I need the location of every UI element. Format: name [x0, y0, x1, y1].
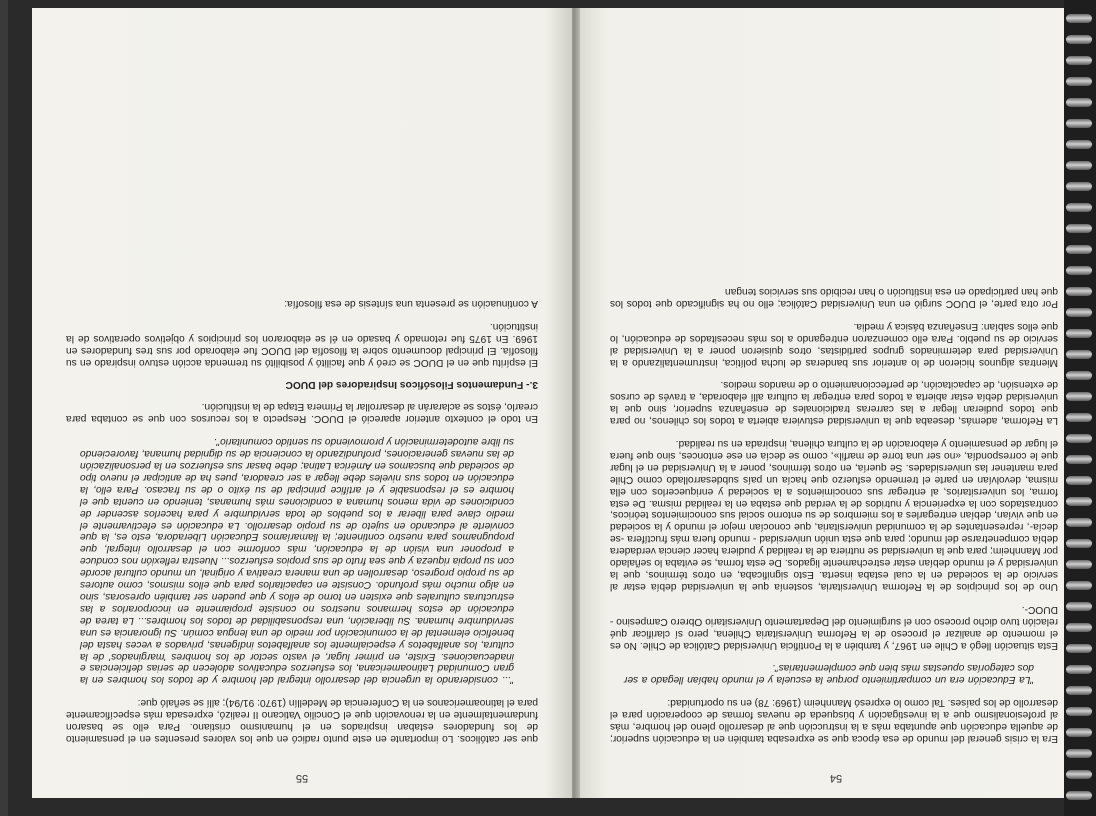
- binding-ring: [1066, 686, 1092, 695]
- paragraph: Uno de los principios de la Reforma Universitaria, sostenía que la universidad debía estar al servicio de la sociedad en la cual estaba inserta. Esto significaba, en otros términos, que la universidad y el mundo debían estar estrechamente ligados. De esta forma, se evitaba lo señalado por Mannheim; para que la universidad se nutriera de la realidad y pudiera hacer ciencia verdadera debía compenetrarse del mundo; para que esta unión universidad - mundo fuera más fructífera -se decía-, representantes de la comunidad universitaria, que conocían mejor el mundo y la sociedad en que vivían, debían entregarles a los miembros de su entorno social sus conocimientos teóricos, contrastados con la experiencia y nutridos de la verdad que estaba en la realidad misma. De esta forma, los universitarios, al entregar sus conocimientos a la sociedad y enriquecerlos con ella misma, devolvían en parte el tremendo esfuerzo que hacía un país subdesarrollado como Chile para mantener las universidades. Se quería, en otros términos, poner a la Universidad en el lugar que le correspondía, «no ser una torre de marfil», como se decía en ese entonces, sino que fuera el lugar de pensamiento y elaboración de la cultura chilena, inspirada en su realidad.: [610, 438, 1058, 592]
- binding-ring: [1066, 14, 1092, 23]
- binding-ring: [1066, 665, 1092, 674]
- binding-ring: [1066, 329, 1092, 338]
- binding-ring: [1066, 770, 1092, 779]
- binding-ring: [1066, 644, 1092, 653]
- binding-ring: [1066, 728, 1092, 737]
- block-quote: "La Educación era un compartimiento porque la escuela y el mundo habían llegado a ser dos categorías opuestas más bien que complementarias".: [624, 662, 1034, 686]
- page-number: 55: [295, 772, 309, 784]
- spiral-binding: [1064, 0, 1096, 816]
- binding-ring: [1066, 539, 1092, 548]
- binding-ring: [1066, 455, 1092, 464]
- page-number: 54: [829, 772, 843, 784]
- binding-ring: [1066, 245, 1092, 254]
- binding-ring: [1066, 224, 1092, 233]
- binding-ring: [1066, 140, 1092, 149]
- binding-ring: [1066, 287, 1092, 296]
- paragraph: Esta situación llegó a Chile en 1967, y también a la Pontificia Universidad Católica de Chile. No es el momento de analizar el proceso de la Reforma Universitaria Chilena, pero sí clarificar qué relación tuvo dicho proceso con el surgimiento del Departamento Universitario Obrero Campesino -DUOC-.: [610, 603, 1058, 651]
- page-body: [610, 274, 1058, 744]
- page-54: [576, 8, 1096, 798]
- binding-ring: [1066, 203, 1092, 212]
- block-quote: "... considerando la urgencia del desarrollo integral del hombre y de todos los hombres en la gran Comunidad Latinoamericana, los esfuerzos educativos adolecen de serias deficiencias e inadecuaciones. Existe, en primer lugar, el vasto sector de los hombres 'marginados' de la cultura, los analfabetos y especialmente los analfabetos indígenas, privados a veces hasta del beneficio elemental de la comunicación por medio de una lengua común. Su ignorancia es una servidumbre humana. Su liberación, una responsabilidad de todos los hombres... La tarea de educación de estos hermanos nuestros no consiste propiamente en incorporarlos a las estructuras culturales que existen en torno de ellos y que pueden ser también opresoras, sino en algo mucho más profundo. Consiste en capacitarlos para que ellos mismos, como autores de su propio progreso, desarrollen de una manera creativa y original, un mundo cultural acorde con su propia riqueza y que sea fruto de sus propios esfuerzos... Nuestra reflexión nos conduce a proponer una visión de la educación, más conforme con el desarrollo integral, que propugnamos para nuestro continente; la llamaríamos Educación Liberadora, esto es, la que convierte al educando en sujeto de su propio desarrollo. La educación es efectivamente el medio clave para liberar a los pueblos de toda servidumbre y para hacerlos ascender de condiciones de vida menos humana a condiciones más humanas, teniendo en cuenta que el hombre es el responsable y el artífice principal de su éxito o de su fracaso. Para ello, la educación en todos sus niveles debe llegar a ser creadora, pues ha de anticipar el nuevo tipo de sociedad que buscamos en América Latina; debe basar sus esfuerzos en la personalización de las nuevas generaciones, profundizando la conciencia de su dignidad humana, favoreciendo su libre autodeterminación y promoviendo su sentido comunitario".: [80, 436, 514, 686]
- page-55: [32, 8, 572, 798]
- binding-ring: [1066, 77, 1092, 86]
- binding-ring: [1066, 266, 1092, 275]
- paragraph: La Reforma, además, deseaba que la universidad estuviera abierta a todos los chilenos, no para que todos pudieran llegar a las carreras tradicionales de enseñanza superior, sino que la universidad debía estar abierta a todos para entregar la cultura allí elaborada, a través de cursos de extensión, de capacitación, de perfeccionamiento o de mandos medios.: [610, 379, 1058, 427]
- binding-ring: [1066, 56, 1092, 65]
- binding-ring: [1066, 371, 1092, 380]
- binding-ring: [1066, 791, 1092, 800]
- paragraph: Mientras algunos hicieron de lo anterior sus banderas de lucha política, instrumentalizando a la Universidad para determinados grupos partidistas, otros quisieron poner a la Universidad al servicio de su pueblo. Para ello comenzaron entregando a los más necesitados de educación, lo que ellos sabían: Enseñanza básica y media.: [610, 320, 1058, 368]
- binding-ring: [1066, 413, 1092, 422]
- paragraph: A continuación se presenta una síntesis de esa filosofía:: [284, 298, 538, 309]
- binding-ring: [1066, 98, 1092, 107]
- binding-ring: [1066, 350, 1092, 359]
- page-body: [66, 286, 538, 744]
- binding-ring: [1066, 182, 1092, 191]
- binding-ring: [1066, 560, 1092, 569]
- binding-ring: [1066, 749, 1092, 758]
- paragraph: En todo el contexto anterior apareció el DUOC. Respecto a los recursos con que se contaba para crearlo, éstos se aclararán al desarrollar la Primera Etapa de la institución.: [66, 401, 538, 425]
- paragraph: que ser católicos. Lo importante en este punto radicó en que los valores presentes en el pensamiento de los fundadores estaban inspirados en el humanismo cristiano. Para ello se basaron fundamentalmente en la renovación que el Concilio Vaticano II realizó, expresada más específicamente para el latinoamericanos en la Conferencia de Medellín (1970: 91/94); allí se señaló que:: [66, 697, 538, 744]
- binding-ring: [1066, 434, 1092, 443]
- binding-ring: [1066, 581, 1092, 590]
- binding-ring: [1066, 707, 1092, 716]
- binding-ring: [1066, 119, 1092, 128]
- binding-ring: [1066, 308, 1092, 317]
- paragraph: El espíritu que en el DUOC se creó y que facilitó y posibilitó su tremenda acción estuvo inspirado en su filosofía. El principal documento sobre la filosofía del DUOC fue elaborado por sus tres fundadores en 1969. En 1975 fue retomado y basado en él se elaboraron los principios y objetivos operativos de la institución.: [66, 320, 538, 368]
- binding-ring: [1066, 518, 1092, 527]
- paragraph: Por otra parte, el DUOC surgió en una Universidad Católica; ello no ha significado que todos los que han participado en esa institución o han recibido sus servicios tengan: [610, 286, 1058, 309]
- binding-ring: [1066, 476, 1092, 485]
- binding-ring: [1066, 35, 1092, 44]
- paragraph: Era la crisis general del mundo de esa época que se expresaba también en la educación superior; de aquella educación que apuntaba más a la instrucción que al desarrollo pleno del hombre, más al profesionalismo que a la investigación y búsqueda de nuevas formas de cooperación para el desarrollo de los países. Tal como lo expresó Mannheim (1969: 78) en su oportunidad:: [610, 697, 1058, 744]
- binding-ring: [1066, 392, 1092, 401]
- binding-ring: [1066, 161, 1092, 170]
- binding-ring: [1066, 623, 1092, 632]
- binding-ring: [1066, 602, 1092, 611]
- section-heading: 3.- Fundamentos Filosóficos Inspiradores del DUOC: [285, 378, 538, 390]
- binding-ring: [1066, 497, 1092, 506]
